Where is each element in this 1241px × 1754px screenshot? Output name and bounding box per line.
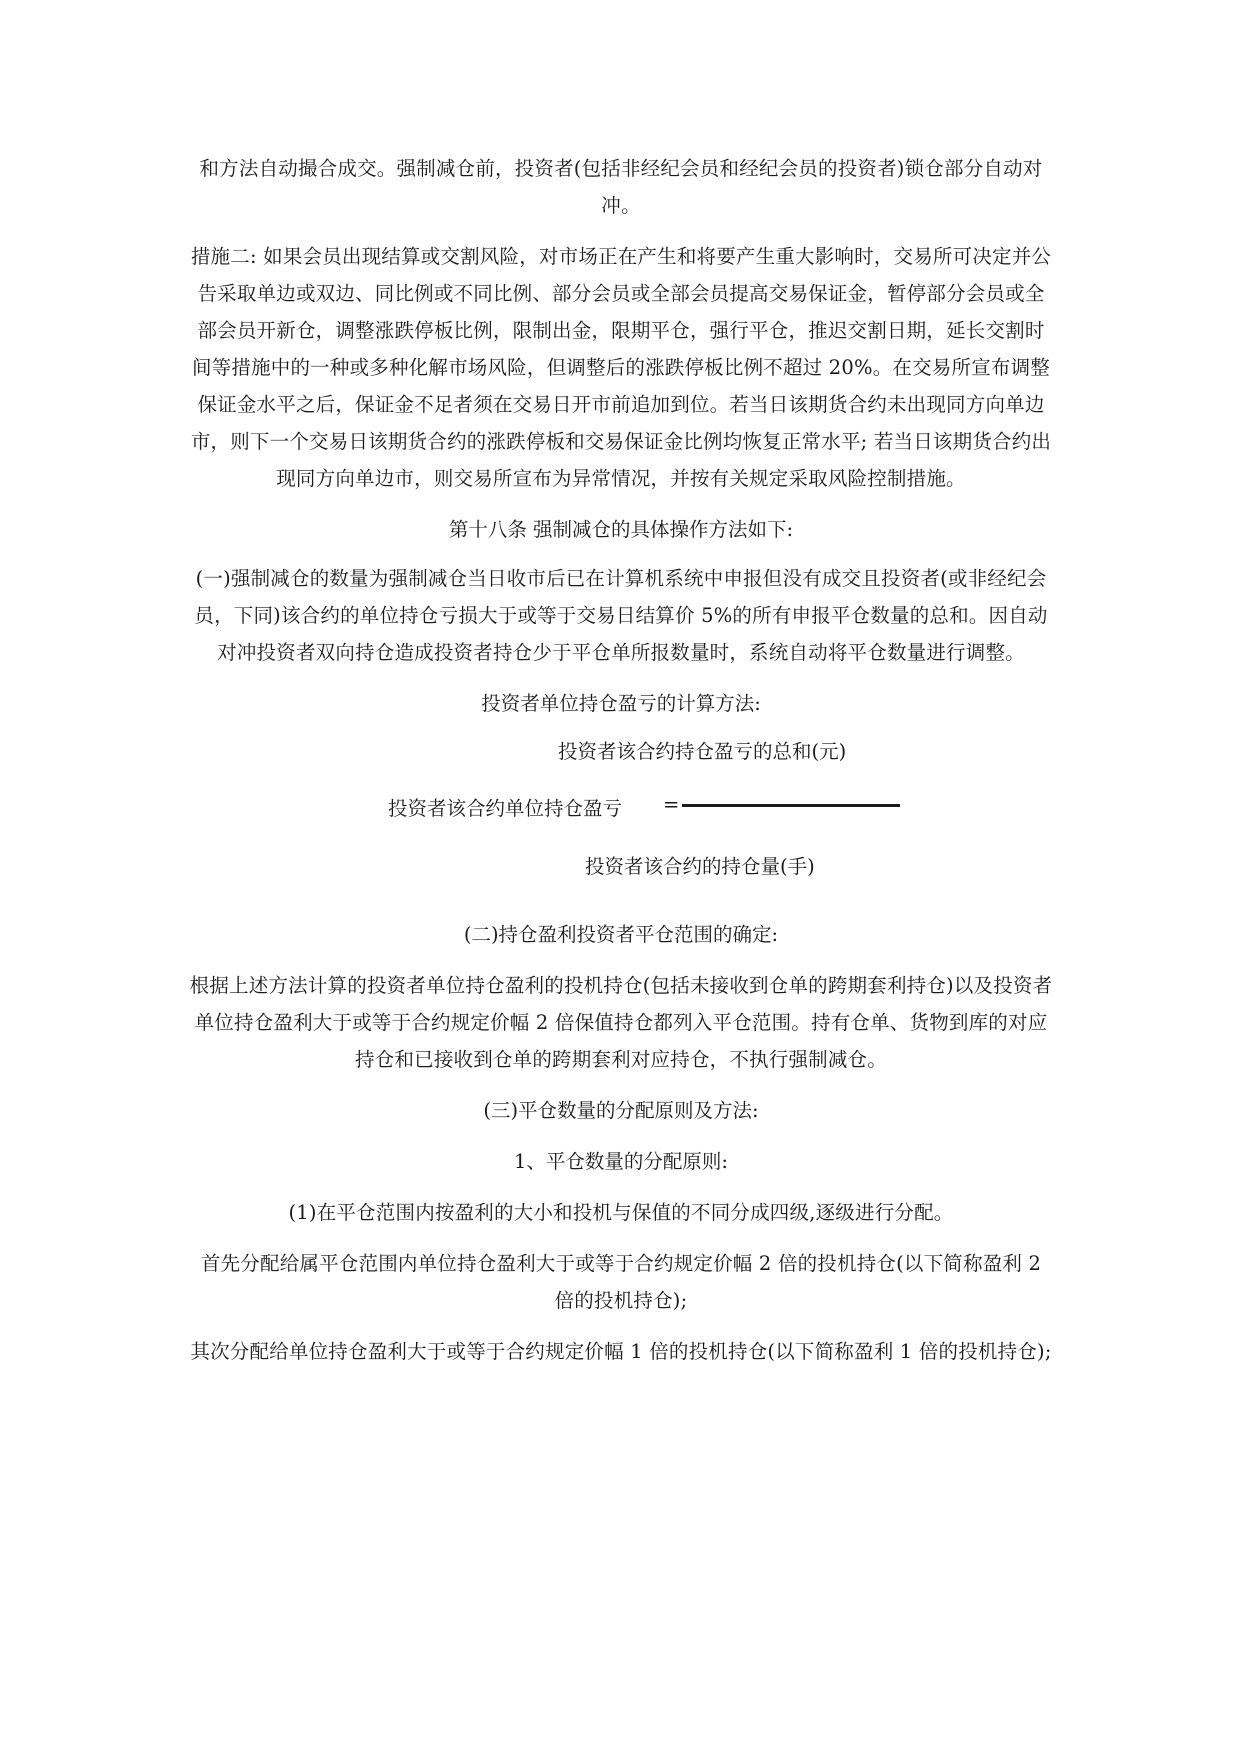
paragraph-second-allocation: 其次分配给单位持仓盈利大于或等于合约规定价幅 1 倍的投机持仓(以下简称盈利 1 倍的投机持仓); [190,1340,1052,1363]
document-page [188,150,1054,1390]
allocation-principle-heading: 1、平仓数量的分配原则: [514,1150,728,1173]
calc-method-heading: 投资者单位持仓盈亏的计算方法: [481,692,761,715]
formula-lhs: 投资者该合约单位持仓盈亏 [388,797,623,820]
section-three-heading: (三)平仓数量的分配原则及方法: [483,1099,759,1122]
paragraph-measure-two: 措施二: 如果会员出现结算或交割风险，对市场正在产生和将要产生重大影响时，交易所可决定并公告采取单边或双边、同比例或不同比例、部分会员或全部会员提高交易保证金，暂停部分会员或全部会员开新仓，调整涨跌停板比例，限制出金，限期平仓，强行平仓，推迟交割日期，延长交割时间等措施中的一种或多种化解市场风险，但调整后的涨跌停板比例不超过 20%。在交易所宣布调整保证金水平之后，保证金不足者须在交易日开市前追加到位。若当日该期货合约未出现同方向单边市，则下一个交易日该期货合约的涨跌停板和交易保证金比例均恢复正常水平; 若当日该期货合约出现同方向单边市，则交易所宣布为异常情况，并按有关规定采取风险控制措施。 [190,245,1052,490]
formula-numerator: 投资者该合约持仓盈亏的总和(元) [558,740,847,763]
unit-pnl-formula [188,736,1054,906]
formula-equals: = [663,793,680,816]
paragraph-first-allocation: 首先分配给属平仓范围内单位持仓盈利大于或等于合约规定价幅 2 倍的投机持仓(以下简称盈利 2 倍的投机持仓); [200,1252,1042,1312]
paragraph-four-levels: (1)在平仓范围内按盈利的大小和投机与保值的不同分成四级,逐级进行分配。 [288,1201,954,1224]
paragraph-section-one: (一)强制减仓的数量为强制减仓当日收市后已在计算机系统中申报但没有成交且投资者(或非经纪会员，下同)该合约的单位持仓亏损大于或等于交易日结算价 5%的所有申报平仓数量的总和。因自动对冲投资者双向持仓造成投资者持仓少于平仓单所报数量时，系统自动将平仓数量进行调整。 [194,567,1048,664]
paragraph-auto-offset: 和方法自动撮合成交。强制减仓前，投资者(包括非经纪会员和经纪会员的投资者)锁仓部分自动对冲。 [199,157,1043,217]
section-two-heading: (二)持仓盈利投资者平仓范围的确定: [463,923,779,946]
paragraph-section-two: 根据上述方法计算的投资者单位持仓盈利的投机持仓(包括未接收到仓单的跨期套利持仓)以及投资者单位持仓盈利大于或等于合约规定价幅 2 倍保值持仓都列入平仓范围。持有仓单、货物到库的对应持仓和已接收到仓单的跨期套利对应持仓，不执行强制减仓。 [189,974,1053,1071]
fraction-bar [682,804,900,807]
article-18-heading: 第十八条 强制减仓的具体操作方法如下: [448,518,794,541]
formula-denominator: 投资者该合约的持仓量(手) [585,855,815,878]
